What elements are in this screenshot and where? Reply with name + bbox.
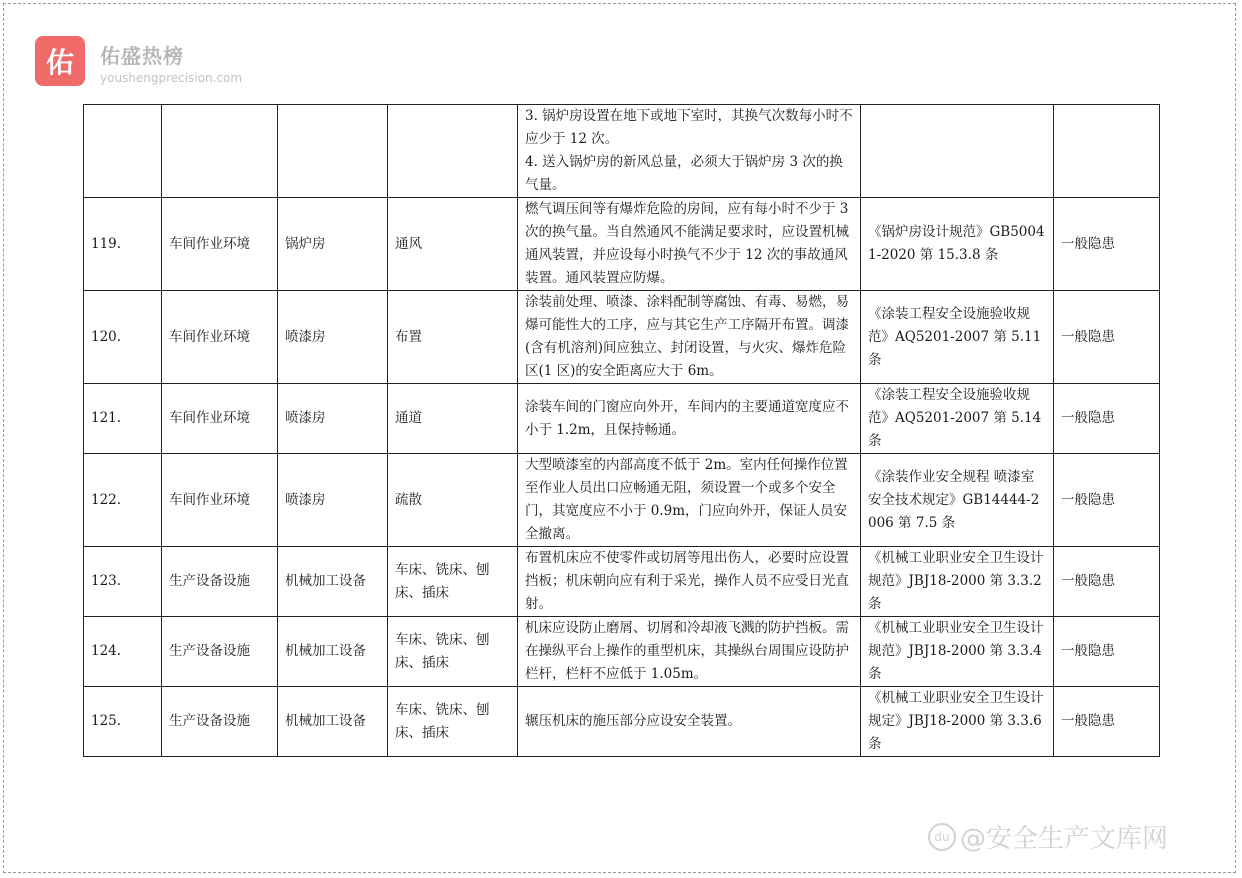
cell-basis: 《涂装工程安全设施验收规范》AQ5201-2007 第 5.11 条 (861, 291, 1054, 384)
cell-level: 一般隐患 (1054, 454, 1160, 547)
cell-index: 123. (84, 547, 162, 617)
table-row (84, 198, 1160, 291)
cell-index (84, 105, 162, 198)
cell-item: 疏散 (388, 454, 518, 547)
table-row (84, 617, 1160, 687)
cell-level (1054, 105, 1160, 198)
cell-location (278, 105, 388, 198)
cell-item (388, 105, 518, 198)
cell-index: 120. (84, 291, 162, 384)
cell-basis: 《锅炉房设计规范》GB50041-2020 第 15.3.8 条 (861, 198, 1054, 291)
cell-item: 车床、铣床、刨床、插床 (388, 687, 518, 757)
cell-index: 119. (84, 198, 162, 291)
cell-index: 125. (84, 687, 162, 757)
cell-item: 通道 (388, 384, 518, 454)
table-row (84, 105, 1160, 198)
table-row (84, 291, 1160, 384)
cell-content: 机床应设防止磨屑、切屑和冷却液飞溅的防护挡板。需在操纵平台上操作的重型机床，其操纵台周围应设防护栏杆，栏杆不应低于 1.05m。 (518, 617, 861, 687)
cell-level: 一般隐患 (1054, 617, 1160, 687)
brand-url: youshengprecision.com (100, 71, 243, 85)
cell-location: 喷漆房 (278, 384, 388, 454)
cell-content: 涂装前处理、喷漆、涂料配制等腐蚀、有毒、易燃，易爆可能性大的工序，应与其它生产工序隔开布置。调漆(含有机溶剂)间应独立、封闭设置，与火灾、爆炸危险区(1 区)的安全距离应大于 6m。 (518, 291, 861, 384)
cell-item: 车床、铣床、刨床、插床 (388, 547, 518, 617)
cell-location: 锅炉房 (278, 198, 388, 291)
cell-basis (861, 105, 1054, 198)
logo-char: 佑 (45, 46, 74, 79)
cell-location: 机械加工设备 (278, 617, 388, 687)
cell-item: 通风 (388, 198, 518, 291)
cell-category: 车间作业环境 (162, 291, 278, 384)
du-logo-icon: du (928, 823, 956, 851)
cell-category: 生产设备设施 (162, 687, 278, 757)
watermark-text: @安全生产文库网 (960, 824, 1169, 854)
cell-content: 涂装车间的门窗应向外开，车间内的主要通道宽度应不小于 1.2m，且保持畅通。 (518, 384, 861, 454)
cell-location: 机械加工设备 (278, 687, 388, 757)
cell-category: 生产设备设施 (162, 547, 278, 617)
cell-level: 一般隐患 (1054, 291, 1160, 384)
brand-name: 佑盛热榜 (100, 44, 184, 68)
cell-level: 一般隐患 (1054, 547, 1160, 617)
cell-content: 燃气调压间等有爆炸危险的房间，应有每小时不少于 3 次的换气量。当自然通风不能满足要求时，应设置机械通风装置，并应设每小时换气不少于 12 次的事故通风装置。通风装置应防爆。 (518, 198, 861, 291)
cell-location: 机械加工设备 (278, 547, 388, 617)
table-row (84, 384, 1160, 454)
cell-basis: 《涂装工程安全设施验收规范》AQ5201-2007 第 5.14 条 (861, 384, 1054, 454)
cell-item: 布置 (388, 291, 518, 384)
cell-index: 121. (84, 384, 162, 454)
cell-basis: 《机械工业职业安全卫生设计规范》JBJ18-2000 第 3.3.2 条 (861, 547, 1054, 617)
table-row (84, 687, 1160, 757)
cell-item: 车床、铣床、刨床、插床 (388, 617, 518, 687)
cell-basis: 《机械工业职业安全卫生设计规范》JBJ18-2000 第 3.3.4 条 (861, 617, 1054, 687)
table-row (84, 454, 1160, 547)
cell-level: 一般隐患 (1054, 687, 1160, 757)
cell-basis: 《机械工业职业安全卫生设计规定》JBJ18-2000 第 3.3.6 条 (861, 687, 1054, 757)
cell-category: 车间作业环境 (162, 454, 278, 547)
cell-category: 车间作业环境 (162, 384, 278, 454)
cell-level: 一般隐患 (1054, 384, 1160, 454)
cell-location: 喷漆房 (278, 291, 388, 384)
cell-content: 布置机床应不使零件或切屑等甩出伤人，必要时应设置挡板；机床朝向应有利于采光，操作人员不应受日光直射。 (518, 547, 861, 617)
cell-location: 喷漆房 (278, 454, 388, 547)
cell-category: 生产设备设施 (162, 617, 278, 687)
cell-content: 辗压机床的施压部分应设安全装置。 (518, 687, 861, 757)
table-row (84, 547, 1160, 617)
cell-index: 122. (84, 454, 162, 547)
cell-index: 124. (84, 617, 162, 687)
cell-category (162, 105, 278, 198)
cell-basis: 《涂装作业安全规程 喷漆室安全技术规定》GB14444-2006 第 7.5 条 (861, 454, 1054, 547)
watermark (928, 818, 1168, 855)
hazard-table (83, 104, 1160, 757)
hazard-table-body (84, 105, 1160, 757)
cell-content: 大型喷漆室的内部高度不低于 2m。室内任何操作位置至作业人员出口应畅通无阻，须设置一个或多个安全门，其宽度应不小于 0.9m，门应向外开，保证人员安全撤离。 (518, 454, 861, 547)
brand-logo (35, 36, 85, 86)
cell-category: 车间作业环境 (162, 198, 278, 291)
cell-content: 3. 锅炉房设置在地下或地下室时，其换气次数每小时不应少于 12 次。 4. 送入锅炉房的新风总量，必须大于锅炉房 3 次的换气量。 (518, 105, 861, 198)
cell-level: 一般隐患 (1054, 198, 1160, 291)
